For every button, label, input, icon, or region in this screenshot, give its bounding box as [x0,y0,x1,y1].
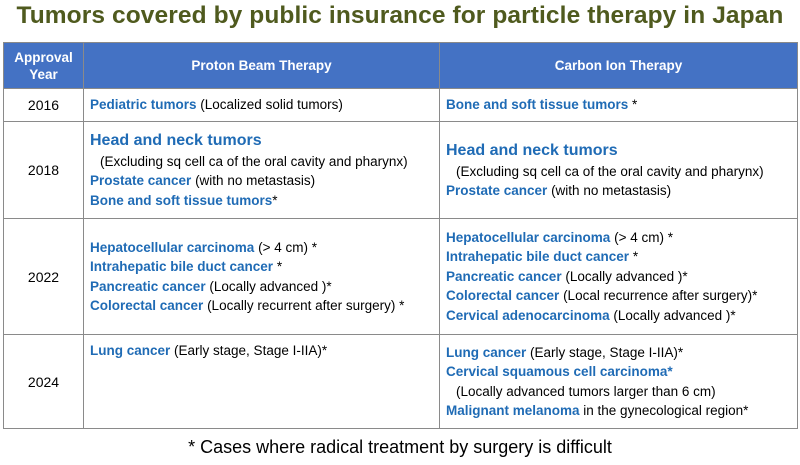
list-item [90,238,433,258]
footnote: * Cases where radical treatment by surgery is difficult [188,437,612,457]
list-item [90,152,433,172]
table-row [4,219,798,335]
carbon-cell [440,122,798,219]
list-item [446,382,791,402]
tumor-name: Bone and soft tissue tumors [90,192,273,208]
list-item [446,343,791,363]
list-item [90,296,433,316]
list-item [90,191,433,211]
year-cell: 2016 [4,89,84,122]
header-carbon: Carbon Ion Therapy [440,43,798,89]
list-item [446,162,791,182]
tumor-name: Pancreatic cancer [446,268,562,284]
proton-cell [84,122,440,219]
tumor-name: Pediatric tumors [90,97,197,113]
tumor-detail: (Localized solid tumors) [196,97,343,113]
tumor-name: Hepatocellular carcinoma [90,239,255,255]
tumor-detail: (> 4 cm) * [254,239,317,255]
tumor-detail: (Locally recurrent after surgery) * [203,298,405,313]
tumor-name: Bone and soft tissue tumors [446,97,629,113]
list-item [446,140,791,162]
tumor-name: Intrahepatic bile duct cancer [446,249,630,265]
list-item [446,228,791,248]
table-row [4,122,798,219]
list-item [90,277,433,297]
year-cell: 2024 [4,335,84,429]
carbon-cell [440,219,798,335]
header-approval-year: Approval Year [4,43,84,89]
tumor-name: Lung cancer [90,343,171,358]
tumor-detail: (Excluding sq cell ca of the oral cavity and pharynx) [456,163,764,179]
tumor-detail: * [629,249,639,265]
year-cell: 2018 [4,122,84,219]
list-item [90,257,433,277]
tumor-detail: * [272,192,278,208]
tumor-detail: (> 4 cm) * [610,229,673,245]
list-item [90,95,433,115]
tumor-name: Prostate cancer [90,173,192,189]
tumor-detail: (Locally advanced )* [205,278,332,294]
table-row [4,335,798,429]
tumor-detail: (Locally advanced tumors larger than 6 cm) [456,383,716,399]
list-item [446,95,791,115]
tumor-name: Head and neck tumors [446,141,618,159]
tumor-name: Colorectal cancer [446,288,560,304]
page-title: Tumors covered by public insurance for particle therapy in Japan [16,2,784,29]
list-item [446,247,791,267]
tumor-detail: (with no metastasis) [547,183,672,198]
tumor-detail: in the gynecological region* [579,403,749,418]
tumor-detail: * [273,259,283,274]
tumor-detail: (with no metastasis) [191,173,316,189]
year-cell: 2022 [4,219,84,335]
coverage-table [3,42,798,429]
tumor-name: Cervical adenocarcinoma [446,307,610,323]
proton-cell [84,335,440,429]
tumor-name: Head and neck tumors [90,131,262,149]
table-row [4,89,798,122]
tumor-name: Cervical squamous cell carcinoma* [446,364,673,379]
list-item [446,362,791,382]
tumor-name: Intrahepatic bile duct cancer [90,259,274,274]
tumor-name: Colorectal cancer [90,298,204,313]
tumor-name: Hepatocellular carcinoma [446,229,611,245]
list-item [90,171,433,191]
carbon-cell [440,335,798,429]
tumor-name: Lung cancer [446,344,527,360]
list-item [446,286,791,306]
proton-cell [84,89,440,122]
header-row [4,43,798,89]
tumor-name: Pancreatic cancer [90,278,206,294]
tumor-detail: (Early stage, Stage I-IIA)* [170,343,328,358]
proton-cell [84,219,440,335]
tumor-detail: (Local recurrence after surgery)* [559,288,758,304]
header-proton: Proton Beam Therapy [84,43,440,89]
list-item [90,341,433,361]
tumor-detail: * [628,97,638,113]
list-item [446,401,791,421]
list-item [446,267,791,287]
list-item [446,306,791,326]
tumor-detail: (Excluding sq cell ca of the oral cavity and pharynx) [100,153,408,169]
carbon-cell [440,89,798,122]
tumor-detail: (Early stage, Stage I-IIA)* [526,344,684,360]
tumor-detail: (Locally advanced )* [561,268,688,284]
tumor-name: Malignant melanoma [446,403,580,418]
list-item [90,130,433,152]
list-item [446,181,791,201]
tumor-detail: (Locally advanced )* [609,307,736,323]
tumor-name: Prostate cancer [446,183,548,198]
